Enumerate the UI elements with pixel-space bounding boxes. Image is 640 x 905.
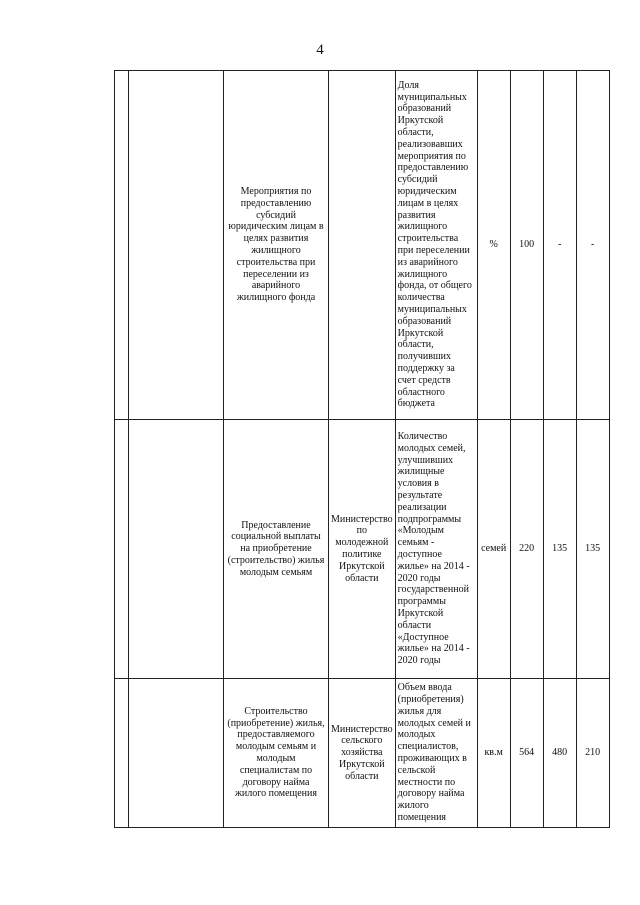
executor-cell: Министерство сельского хозяйства Иркутской области: [329, 679, 396, 828]
program-table: [114, 70, 610, 828]
table-row: [115, 679, 610, 828]
table-row: [115, 420, 610, 679]
executor-cell: Министерство по молодежной политике Иркутской области: [329, 420, 396, 679]
value-cell: 564: [510, 679, 543, 828]
value-cell: 135: [576, 420, 609, 679]
empty-cell: [115, 71, 129, 420]
value-cell: 210: [576, 679, 609, 828]
page-number: 4: [316, 42, 324, 58]
value-cell: -: [543, 71, 576, 420]
event-cell: Строительство (приобретение) жилья, предоставляемого молодым семьям и молодым специалистам по договору найма жилого помещения: [224, 679, 329, 828]
value-cell: 480: [543, 679, 576, 828]
table-row: [115, 71, 610, 420]
value-cell: 100: [510, 71, 543, 420]
empty-cell: [129, 420, 224, 679]
value-cell: -: [576, 71, 609, 420]
value-cell: 220: [510, 420, 543, 679]
value-cell: 135: [543, 420, 576, 679]
indicator-cell: Объем ввода (приобретения) жилья для молодых семей и молодых специалистов, проживающих в сельской местности по договору найма жилого помещения: [395, 679, 477, 828]
unit-cell: семей: [477, 420, 510, 679]
empty-cell: [129, 679, 224, 828]
event-cell: Мероприятия по предоставлению субсидий юридическим лицам в целях развития жилищного строительства при переселении из аварийного жилищного фонда: [224, 71, 329, 420]
unit-cell: %: [477, 71, 510, 420]
executor-cell: [329, 71, 396, 420]
indicator-cell: Количество молодых семей, улучшивших жилищные условия в результате реализации подпрограммы «Молодым семьям - доступное жилье» на 2014 - 2020 годы государственной программы Иркутской области «Доступное жилье» на 2014 - 2020 годы: [395, 420, 477, 679]
empty-cell: [115, 679, 129, 828]
indicator-cell: Доля муниципальных образований Иркутской области, реализовавших мероприятия по предоставлению субсидий юридическим лицам в целях развития жилищного строительства при переселении из аварийного жилищного фонда, от общего количества муниципальных образований Иркутской области, получивших поддержку за счет средств областного бюджета: [395, 71, 477, 420]
empty-cell: [115, 420, 129, 679]
empty-cell: [129, 71, 224, 420]
event-cell: Предоставление социальной выплаты на приобретение (строительство) жилья молодым семьям: [224, 420, 329, 679]
unit-cell: кв.м: [477, 679, 510, 828]
